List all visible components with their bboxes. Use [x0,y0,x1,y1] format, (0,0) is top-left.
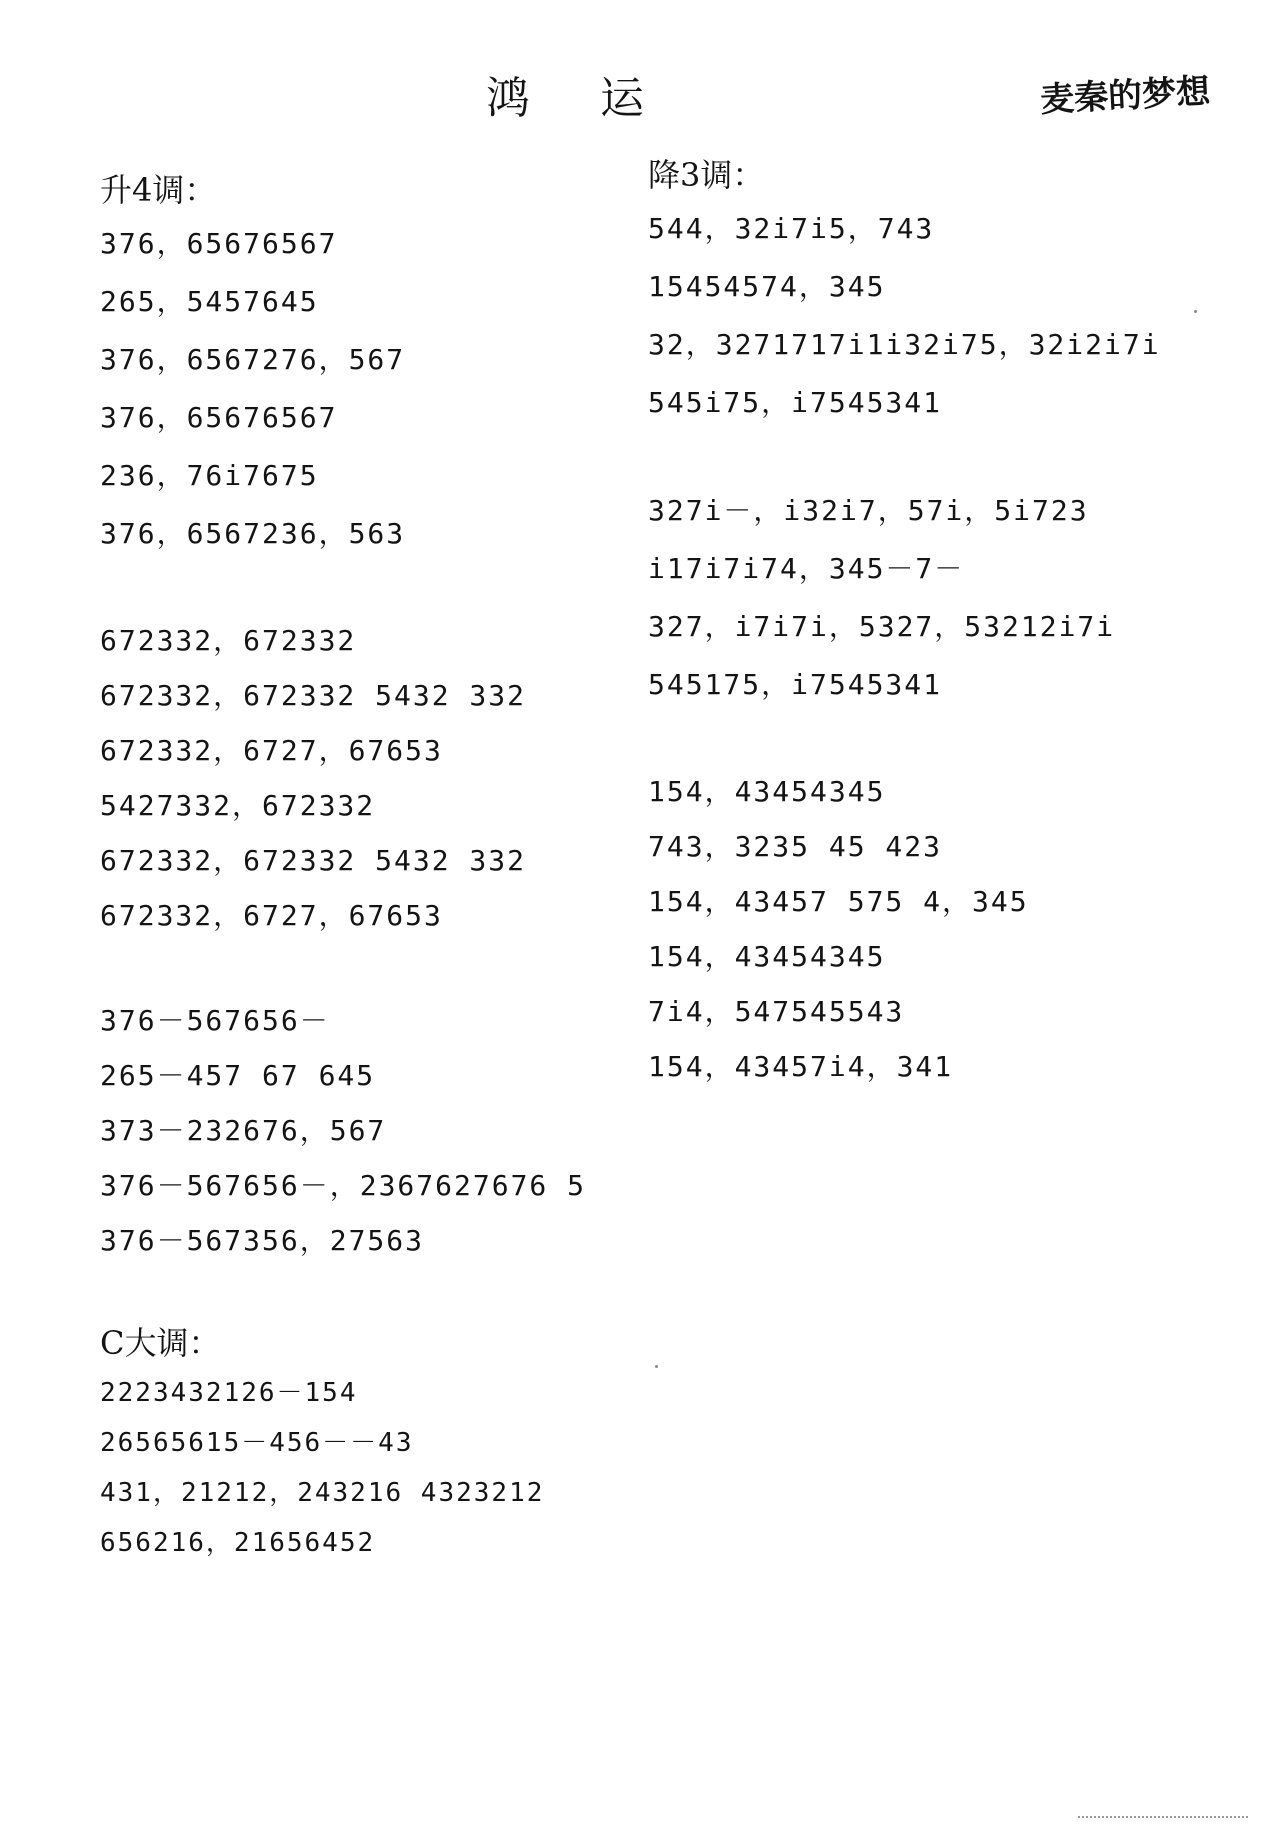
left-column [100,165,660,1618]
notation-line: 15454574，345 [648,270,886,303]
notation-group [648,482,1208,714]
notation-line: 376，6567236，563 [100,517,406,550]
notation-line: 545i75，i7545341 [648,386,943,419]
right-column [648,150,1208,1144]
section-heading-sharp4: 升4调： [100,171,217,209]
notation-line: 431，21212，243216 4323212 [100,1478,545,1508]
notation-line: 236，76i7675 [100,459,319,492]
notation-line: 154，43457 575 4，345 [648,885,1029,918]
author-signature: 麦秦的梦想 [1039,71,1212,121]
notation-line: 743，3235 45 423 [648,830,943,863]
notation-line: 2223432126－154 [100,1378,358,1408]
notation-group [648,200,1208,432]
notation-line: 376，65676567 [100,401,338,434]
notation-group [100,613,660,943]
section-heading-c-major: C大调： [100,1324,221,1362]
notation-line: 376，6567276，567 [100,343,406,376]
notation-line: 656216，21656452 [100,1528,376,1558]
notation-line: 672332，672332 5432 332 [100,679,527,712]
notation-line: 265，5457645 [100,285,319,318]
notation-line: 376－567656－，2367627676 5 [100,1169,587,1202]
notation-line: 154，43454345 [648,940,886,973]
notation-line: 154，43454345 [648,775,886,808]
notation-line: 7i4，547545543 [648,995,905,1028]
notation-group [100,993,660,1268]
notation-line: 26565615－456－－43 [100,1428,414,1458]
notation-line: 376，65676567 [100,227,338,260]
notation-line: 672332，6727，67653 [100,899,443,932]
notation-line: 672332，672332 [100,624,357,657]
notation-group [100,1368,660,1568]
notation-line: 545175，i7545341 [648,668,943,701]
notation-line: 373－232676，567 [100,1114,387,1147]
scan-artifact [1078,1816,1248,1821]
notation-line: 672332，6727，67653 [100,734,443,767]
section-heading-flat3: 降3调： [648,156,765,194]
notation-line: i17i7i74，345－7－ [648,552,965,585]
notation-line: 5427332，672332 [100,789,376,822]
scan-speck [655,1365,658,1368]
notation-line: 327i－，i32i7，57i，5i723 [648,494,1089,527]
notation-line: 672332，672332 5432 332 [100,844,527,877]
notation-line: 265－457 67 645 [100,1059,376,1092]
notation-line: 376－567356，27563 [100,1224,425,1257]
notation-line: 544，32i7i5，743 [648,212,935,245]
notation-line: 154，43457i4，341 [648,1050,954,1083]
notation-group [100,215,660,563]
notation-line: 327，i7i7i，5327，53212i7i [648,610,1116,643]
scan-speck [1194,310,1197,313]
score-title: 鸿 运 [486,73,672,124]
notation-group [648,764,1208,1094]
notation-line: 376－567656－ [100,1004,330,1037]
notation-line: 32，3271717i1i32i75，32i2i7i [648,328,1161,361]
